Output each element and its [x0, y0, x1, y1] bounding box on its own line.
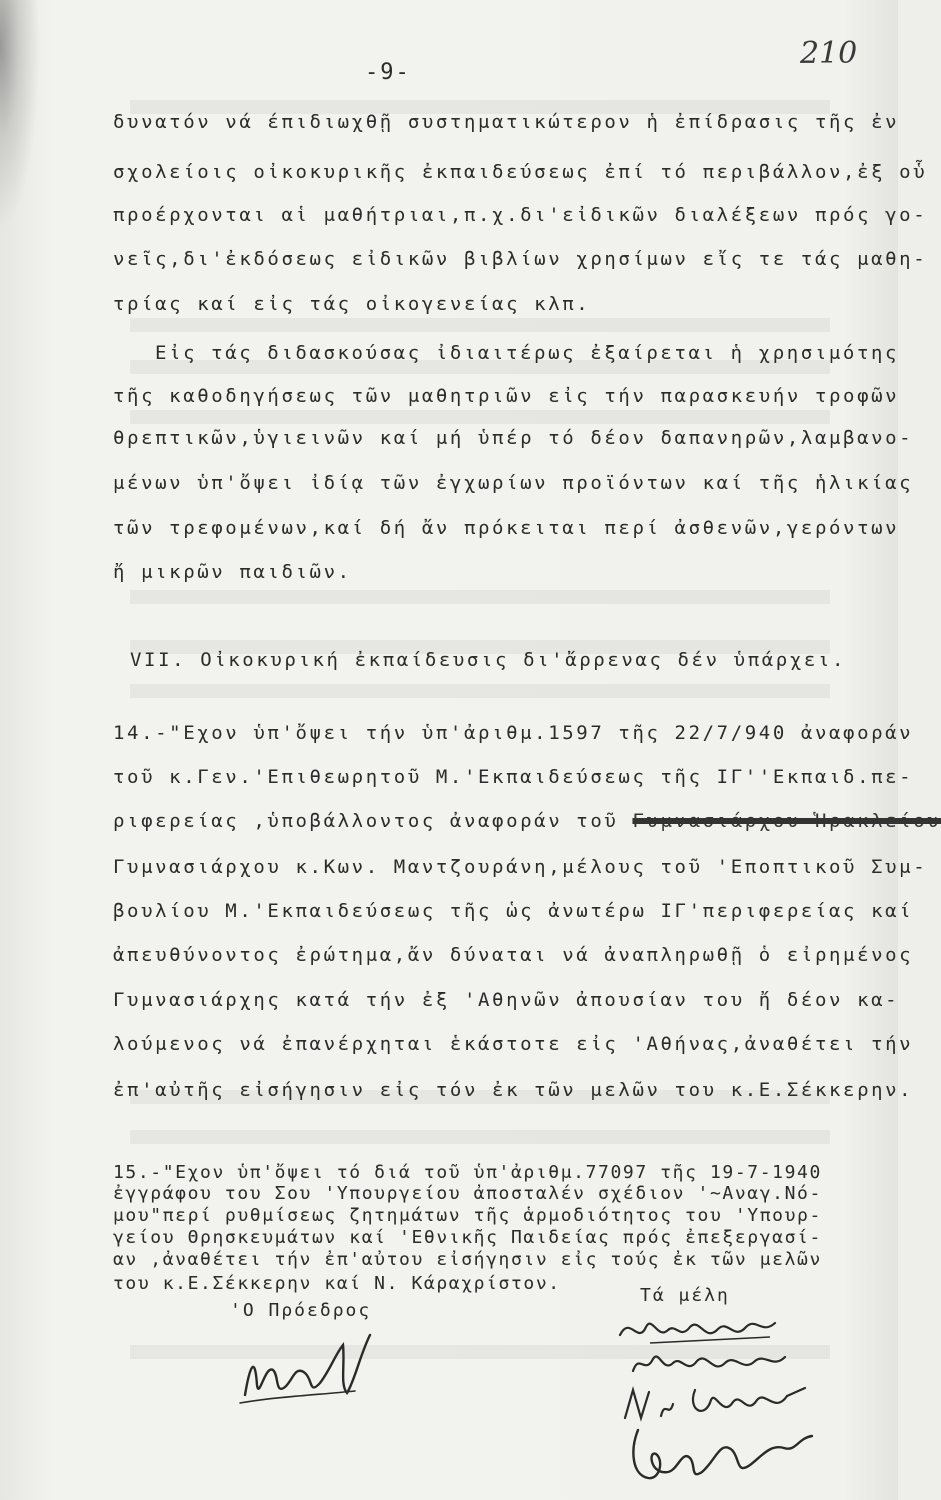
- text-line: τῆς καθοδηγήσεως τῶν μαθητριῶν εἰς τήν παρασκευήν τροφῶν: [113, 385, 900, 407]
- bleed-through-text: [130, 318, 830, 332]
- text-line: τοῦ κ.Γεν.'Επιθεωρητοῦ Μ.'Εκπαιδεύσεως τῆς ΙΓ''Εκπαιδ.πε-: [113, 766, 914, 788]
- text-line: νεῖς,δι'ἐκδόσεως εἰδικῶν βιβλίων χρησίμων εἴς τε τάς μαθη-: [113, 248, 928, 270]
- page-number: -9-: [365, 60, 411, 85]
- text-line: τῶν τρεφομένων,καί δή ἄν πρόκειται περί ἀσθενῶν,γερόντων: [113, 517, 900, 539]
- text-line: ἀπευθύνοντος ἐρώτημα,ἄν δύναται νά ἀναπληρωθῇ ὁ εἰρημένος: [113, 944, 914, 966]
- president-signature: [235, 1325, 395, 1415]
- member-signature-4: [620, 1420, 840, 1490]
- text-line: λούμενος νά ἐπανέρχηται ἑκάστοτε εἰς 'Αθήνας,ἀναθέτει τήν: [113, 1033, 914, 1055]
- text-line: προέρχονται αἱ μαθήτριαι,π.χ.δι'εἰδικῶν διαλέξεων πρός γο-: [113, 204, 928, 226]
- text-line: Εἰς τάς διδασκούσας ἰδιαιτέρως ἐξαίρεται ἡ χρησιμότης: [155, 342, 900, 364]
- members-label: Τά μέλη: [640, 1285, 730, 1306]
- president-label: 'Ο Πρόεδρος: [230, 1300, 372, 1321]
- text-line: θρεπτικῶν,ὑγιεινῶν καί μή ὑπέρ τό δέον δαπανηρῶν,λαμβανο-: [113, 427, 914, 449]
- member-signature-2: [625, 1345, 805, 1385]
- bleed-through-text: [130, 684, 830, 698]
- bleed-through-text: [130, 1130, 830, 1144]
- text-line: τρίας καί εἰς τάς οἰκογενείας κλπ.: [113, 293, 591, 315]
- text-line: 15.-"Εχον ὑπ'ὄψει τό διά τοῦ ὑπ'ἀριθμ.77097 τῆς 19-7-1940: [113, 1162, 822, 1183]
- text-line: Γυμνασιάρχης κατά τήν ἐξ 'Αθηνῶν ἀπουσίαν του ἤ δέον κα-: [113, 989, 900, 1011]
- text-line: μένων ὑπ'ὄψει ἰδίᾳ τῶν ἐγχωρίων προϊόντων καί τῆς ἡλικίας: [113, 472, 914, 494]
- text-line: ἐγγράφου του Σου 'Υπουργείου ἀποσταλέν σχέδιον '~Αναγ.Νό-: [113, 1183, 822, 1204]
- scan-edge-shadow: [0, 0, 40, 230]
- text-line: [113, 809, 941, 833]
- text-line: δυνατόν νά έπιδιωχθῇ συστηματικώτερον ἡ ἐπίδρασις τῆς ἐν: [113, 111, 900, 133]
- text-line: ἤ μικρῶν παιδιῶν.: [113, 561, 352, 583]
- bleed-through-text: [130, 410, 830, 424]
- section-heading: VII. Οἰκοκυρική ἐκπαίδευσις δι'ἄρρενας δέν ὑπάρχει.: [130, 649, 846, 671]
- struck-out-text: Γυμνασιάρχου Ἡρακλείου: [632, 810, 941, 832]
- text-line: αν ,ἀναθέτει τήν ἐπ'αὐτου εἰσήγησιν εἰς τούς ἐκ τῶν μελῶν: [113, 1249, 822, 1270]
- text-line: σχολείοις οἰκοκυρικῆς ἐκπαιδεύσεως ἐπί τό περιβάλλον,ἐξ οὗ: [113, 161, 928, 183]
- text-line: γείου Θρησκευμάτων καί 'Εθνικῆς Παιδείας πρός ἐπεξεργασί-: [113, 1227, 822, 1248]
- text-line: του κ.Ε.Σέκκερην καί Ν. Κάραχρίστον.: [113, 1273, 561, 1294]
- text-line: μου"περί ρυθμίσεως ζητημάτων τῆς ἁρμοδιότητος του 'Υπουρ-: [113, 1205, 822, 1226]
- text-line: ἐπ'αὐτῆς εἰσήγησιν εἰς τόν ἐκ τῶν μελῶν του κ.Ε.Σέκκερην.: [113, 1079, 914, 1101]
- folio-number: 210: [800, 36, 858, 71]
- text-line-start: ριφερείας ,ὑποβάλλοντος ἀναφοράν τοῦ: [113, 810, 619, 832]
- text-line: 14.-"Εχον ὑπ'ὄψει τήν ὑπ'ἀριθμ.1597 τῆς 22/7/940 ἀναφοράν: [113, 722, 914, 744]
- text-line: Γυμνασιάρχου κ.Κων. Μαντζουράνη,μέλους τοῦ 'Εποπτικοῦ Συμ-: [113, 856, 928, 878]
- bleed-through-text: [130, 590, 830, 604]
- text-line: βουλίου Μ.'Εκπαιδεύσεως τῆς ὡς ἀνωτέρω ΙΓ'περιφερείας καί: [113, 900, 914, 922]
